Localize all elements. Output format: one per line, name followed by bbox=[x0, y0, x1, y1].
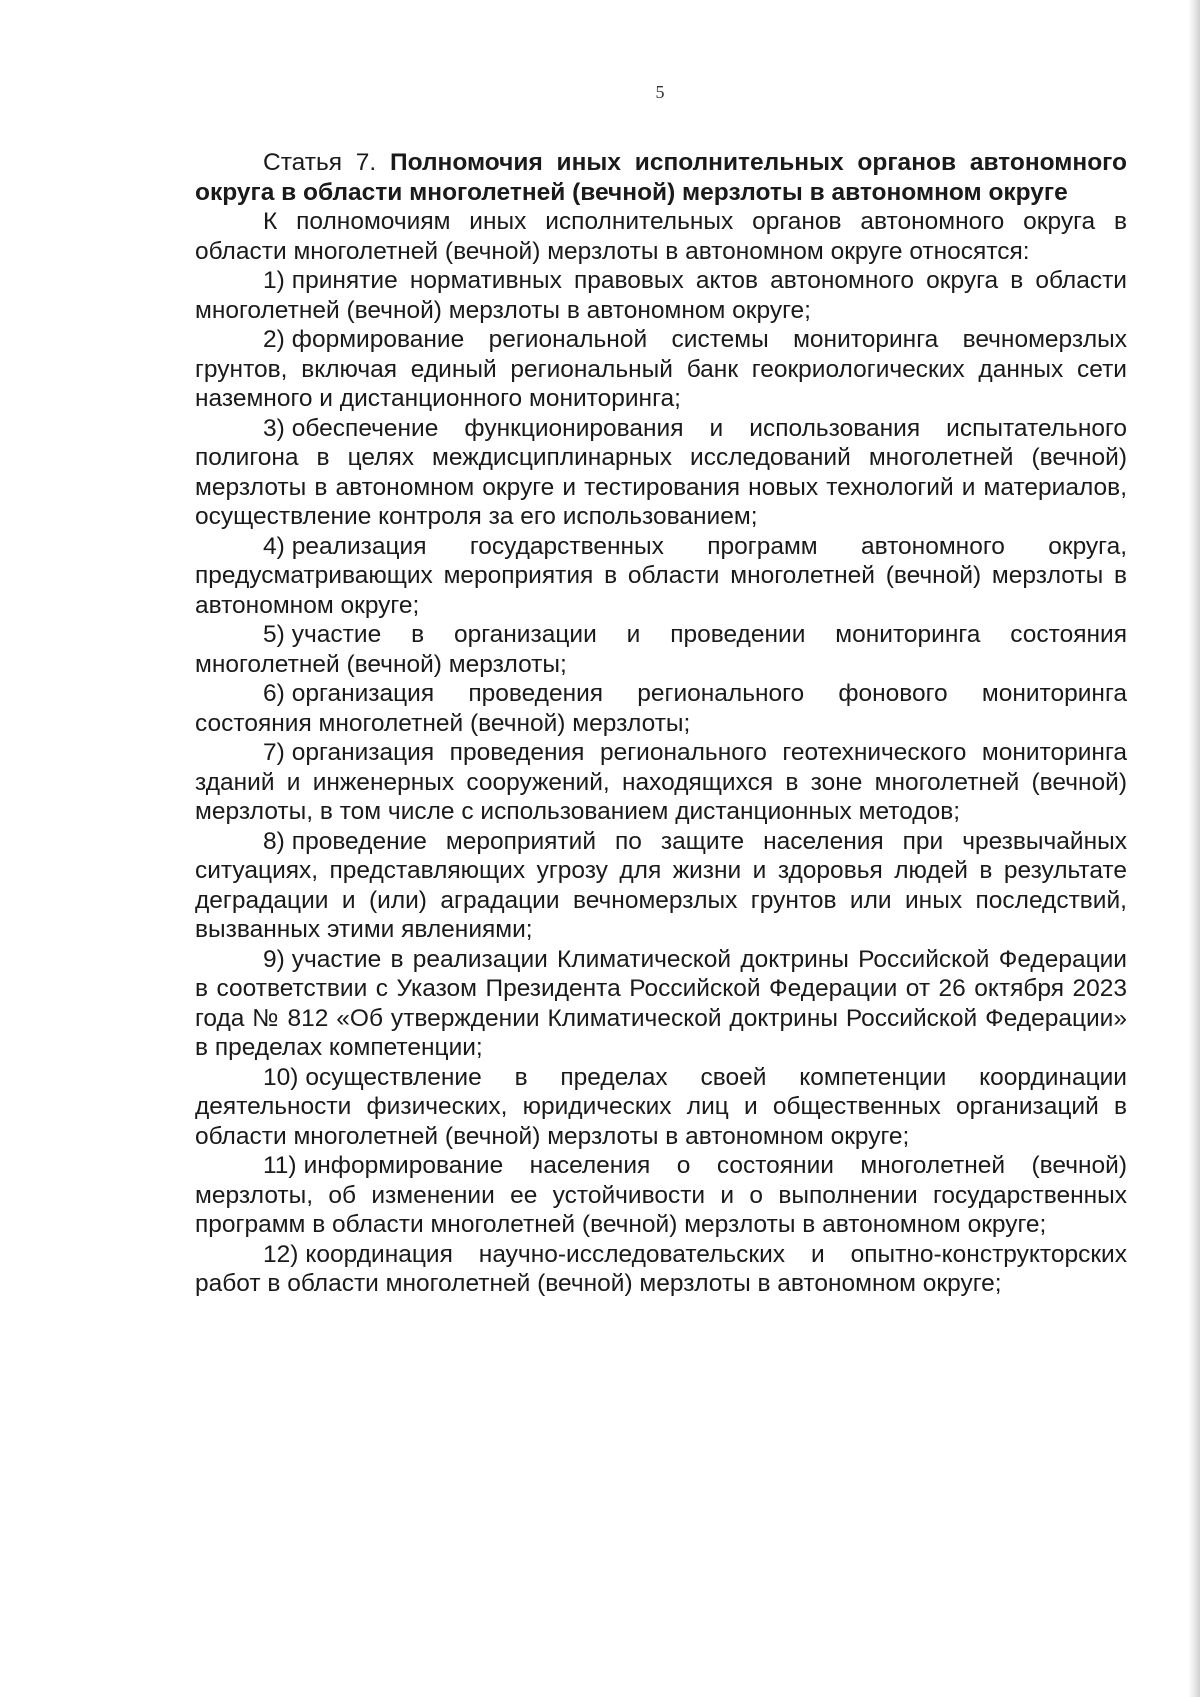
list-item-number: 7) bbox=[263, 739, 285, 766]
list-item bbox=[195, 1240, 1127, 1299]
list-item-text: координация научно-исследовательских и опытно-конструкторских работ в области многолетней (вечной) мерзлоты в автономном округе; bbox=[195, 1240, 1127, 1297]
list-item-text: участие в реализации Климатической доктрины Российской Федерации в соответствии с Указом Президента Российской Федерации от 26 октября 2023 года № 812 «Об утверждении Климатической доктрины Российской Федерации» в пределах компетенции; bbox=[195, 945, 1127, 1061]
list-item bbox=[195, 1063, 1127, 1152]
list-item-text: информирование населения о состоянии многолетней (вечной) мерзлоты, об изменении ее устойчивости и о выполнении государственных программ в области многолетней (вечной) мерзлоты в автономном округе; bbox=[195, 1152, 1127, 1238]
list-item bbox=[195, 532, 1127, 621]
page-edge-shadow bbox=[1188, 0, 1200, 1697]
list-item-number: 12) bbox=[263, 1240, 299, 1268]
list-item-number: 3) bbox=[263, 414, 285, 442]
article-heading bbox=[195, 148, 1127, 207]
list-item-number: 5) bbox=[263, 621, 285, 648]
list-item-text: осуществление в пределах своей компетенции координации деятельности физических, юридических лиц и общественных организаций в области многолетней (вечной) мерзлоты в автономном округе; bbox=[195, 1063, 1127, 1150]
list-item-number: 6) bbox=[263, 680, 285, 707]
list-item-number: 1) bbox=[263, 267, 285, 294]
list-item bbox=[195, 325, 1127, 414]
article-label: Статья 7. bbox=[263, 149, 377, 176]
list-item bbox=[195, 945, 1127, 1063]
list-item-number: 2) bbox=[263, 326, 285, 353]
list-item bbox=[195, 679, 1127, 738]
list-item-text: организация проведения регионального геотехнического мониторинга зданий и инженерных сооружений, находящихся в зоне многолетней (вечной) мерзлоты, в том числе с использованием дистанционных методов; bbox=[195, 739, 1127, 825]
list-item bbox=[195, 266, 1127, 325]
document-body bbox=[195, 148, 1127, 1299]
list-item bbox=[195, 738, 1127, 827]
list-item-number: 8) bbox=[263, 827, 285, 855]
list-item-text: организация проведения регионального фонового мониторинга состояния многолетней (вечной) мерзлоты; bbox=[195, 680, 1127, 737]
list-item bbox=[195, 414, 1127, 532]
list-item-number: 10) bbox=[263, 1063, 299, 1091]
list-item-text: принятие нормативных правовых актов автономного округа в области многолетней (вечной) мерзлоты в автономном округе; bbox=[195, 267, 1127, 324]
list-item-text: реализация государственных программ автономного округа, предусматривающих мероприятия в области многолетней (вечной) мерзлоты в автономном округе; bbox=[195, 532, 1127, 619]
list-item-number: 11) bbox=[263, 1152, 297, 1179]
list-item-text: проведение мероприятий по защите населения при чрезвычайных ситуациях, представляющих угрозу для жизни и здоровья людей в результате деградации и (или) аградации вечномерзлых грунтов или иных последствий, вызванных этими явлениями; bbox=[195, 827, 1127, 943]
intro-paragraph: К полномочиям иных исполнительных органов автономного округа в области многолетней (вечной) мерзлоты в автономном округе относятся: bbox=[195, 208, 1127, 265]
article-title: Полномочия иных исполнительных органов автономного округа в области многолетней (вечной) мерзлоты в автономном округе bbox=[195, 149, 1127, 206]
list-item bbox=[195, 1151, 1127, 1240]
list-item-number: 4) bbox=[263, 532, 285, 560]
list-item-number: 9) bbox=[263, 945, 285, 973]
list-item bbox=[195, 827, 1127, 945]
list-item-text: обеспечение функционирования и использования испытательного полигона в целях междисциплинарных исследований многолетней (вечной) мерзлоты в автономном округе и тестирования новых технологий и материалов, осуществление контроля за его использованием; bbox=[195, 414, 1127, 530]
page-number: 5 bbox=[655, 82, 665, 102]
list-item-text: формирование региональной системы мониторинга вечномерзлых грунтов, включая единый региональный банк геокриологических данных сети наземного и дистанционного мониторинга; bbox=[195, 326, 1127, 412]
list-item bbox=[195, 620, 1127, 679]
list-item-text: участие в организации и проведении мониторинга состояния многолетней (вечной) мерзлоты; bbox=[195, 621, 1127, 678]
